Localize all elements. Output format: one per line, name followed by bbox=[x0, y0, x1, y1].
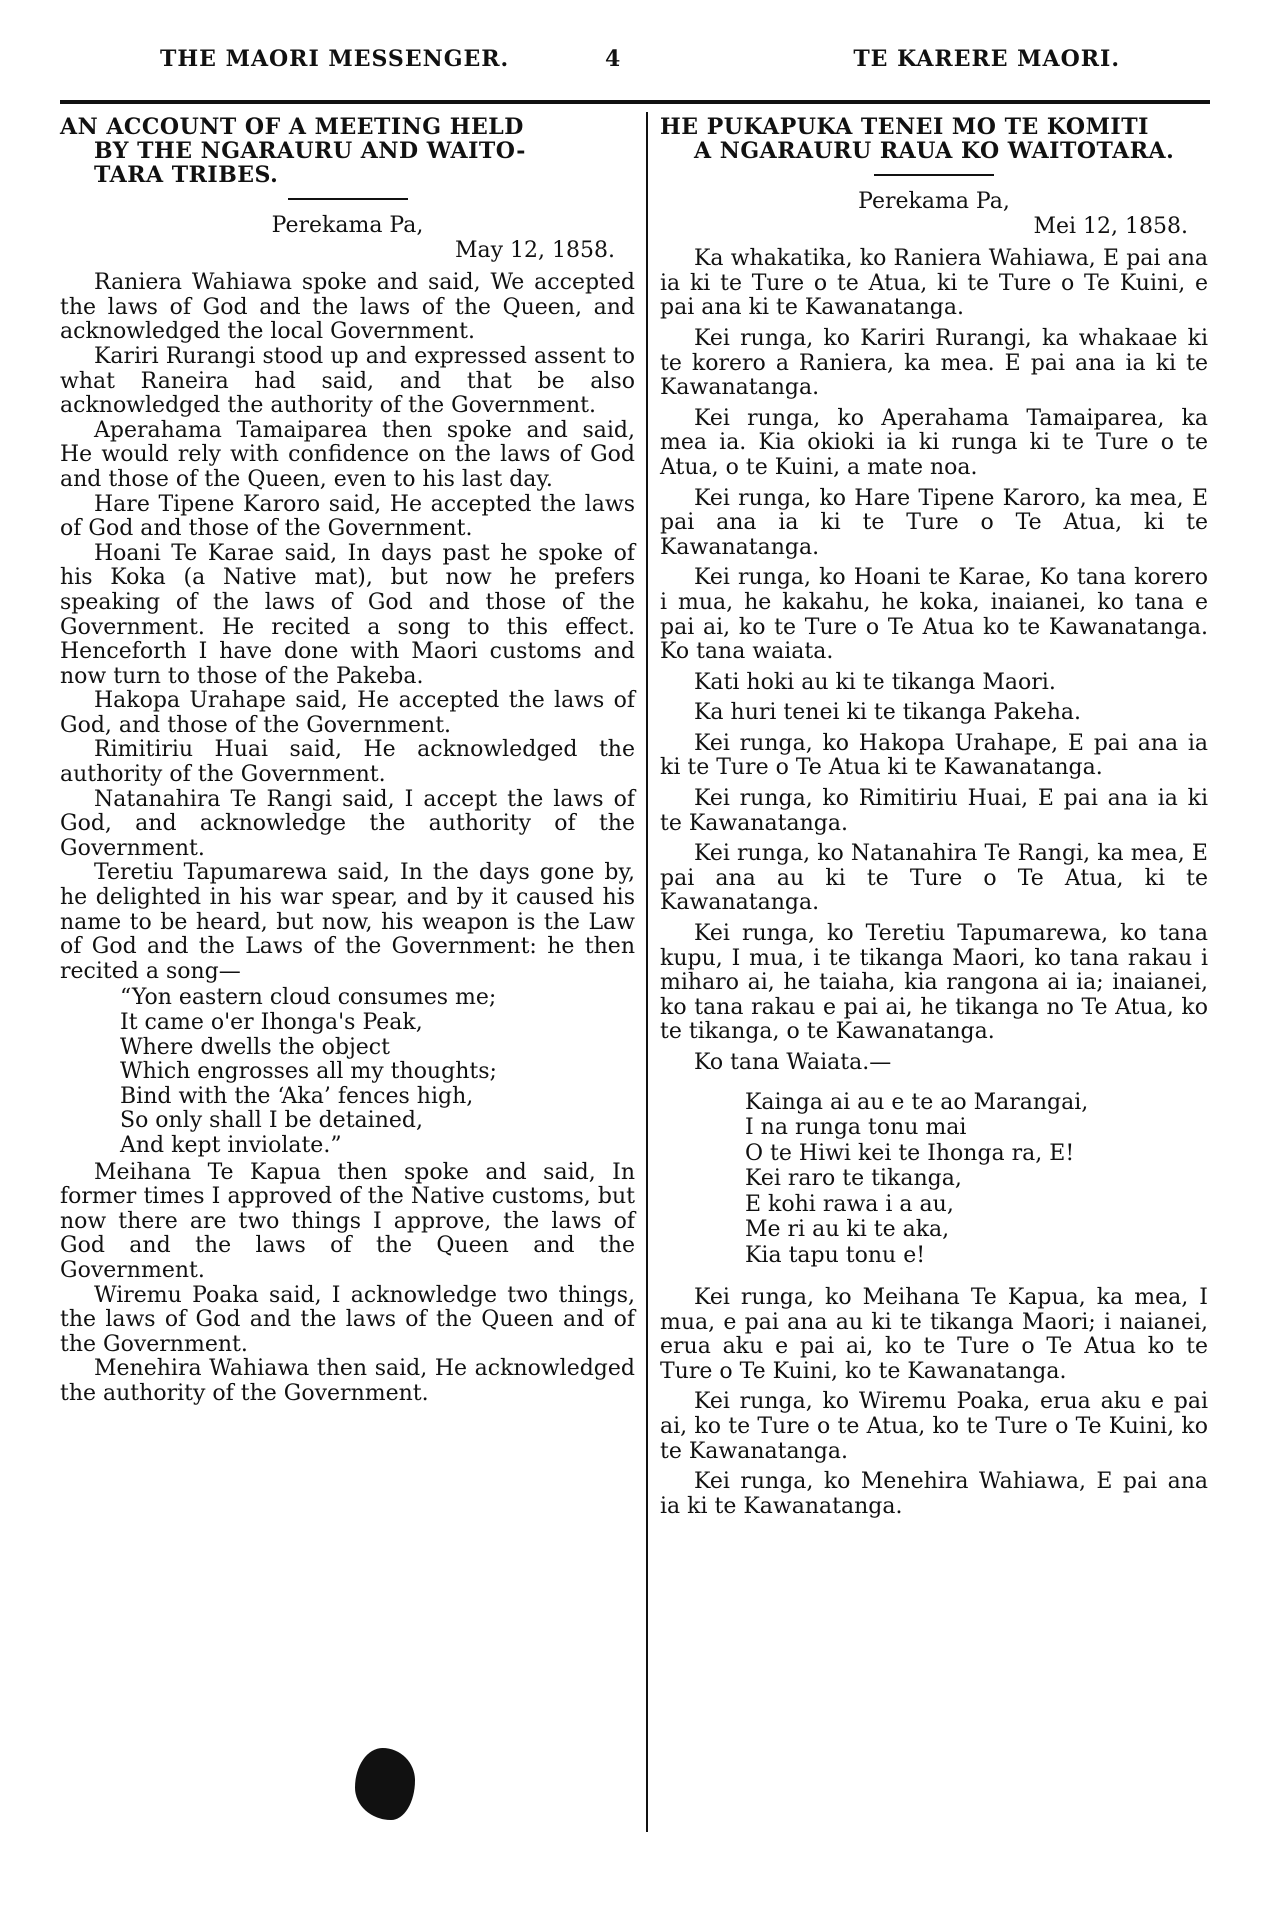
english-paragraph: Teretiu Tapumarewa said, In the days gone by, he delighted in his war spear, and by it caused his name to be heard, but now, his weapon is the Law of God and the Laws of the Government: he then recited a song— bbox=[60, 860, 635, 984]
maori-column bbox=[660, 115, 1208, 1525]
english-paragraph: Hakopa Urahape said, He accepted the laws of God, and those of the Government. bbox=[60, 688, 635, 738]
english-paragraph: Raniera Wahiawa spoke and said, We accepted the laws of God and the laws of the Queen, and acknowledged the local Government. bbox=[60, 270, 635, 345]
song-line: “Yon eastern cloud consumes me; bbox=[120, 985, 497, 1011]
song-line: Where dwells the object bbox=[120, 1034, 390, 1060]
maori-paragraph: Kei runga, ko Kariri Rurangi, ka whakaae ki te korero a Raniera, ka mea. E pai ana ia ki te Kawanatanga. bbox=[660, 325, 1208, 401]
maori-paragraph: Kati hoki au ki te tikanga Maori. bbox=[694, 669, 1056, 695]
masthead-rule bbox=[60, 100, 1210, 104]
maori-paragraph: Kei runga, ko Wiremu Poaka, erua aku e pai ai, ko te Ture o te Atua, ko te Ture o Te Kuini, ko te Kawanatanga. bbox=[660, 1389, 1208, 1464]
heading-rule bbox=[874, 174, 994, 176]
english-paragraph: Hare Tipene Karoro said, He accepted the laws of God and those of the Government. bbox=[60, 491, 635, 542]
maori-date: Mei 12, 1858. bbox=[1033, 213, 1188, 239]
english-paragraph: Rimitiriu Huai said, He acknowledged the authority of the Government. bbox=[60, 737, 635, 788]
maori-paragraph: Kei runga, ko Hakopa Urahape, E pai ana ia ki te Ture o Te Atua ki te Kawanatanga. bbox=[660, 730, 1208, 781]
english-paragraph: Kariri Rurangi stood up and expressed assent to what Raneira had said, and that be also acknowledged the authority of the Government. bbox=[60, 343, 635, 419]
masthead bbox=[70, 46, 1210, 86]
maori-paragraph: Ka whakatika, ko Raniera Wahiawa, E pai ana ia ki te Ture o te Atua, ki te Ture o Te Kuini, e pai ana ki te Kawanatanga. bbox=[660, 246, 1208, 321]
heading-rule bbox=[288, 198, 408, 200]
column-divider bbox=[646, 112, 648, 1832]
maori-paragraph: Kei runga, ko Rimitiriu Huai, E pai ana ia ki te Kawanatanga. bbox=[660, 786, 1208, 836]
ink-blot bbox=[355, 1748, 415, 1820]
english-place: Perekama Pa, bbox=[271, 213, 424, 238]
song-line: Which engrosses all my thoughts; bbox=[120, 1059, 497, 1085]
english-heading-line: AN ACCOUNT OF A MEETING HELD bbox=[60, 114, 524, 140]
english-heading-line: TARA TRIBES. bbox=[94, 162, 279, 188]
maori-heading-line: HE PUKAPUKA TENEI MO TE KOMITI bbox=[660, 114, 1149, 140]
maori-paragraph: Kei runga, ko Hoani te Karae, Ko tana korero i mua, he kakahu, he koka, inaianei, ko tana e pai ai, ko te Ture o Te Atua ko te Kawanatanga. Ko tana waiata. bbox=[660, 565, 1208, 665]
song-line: I na runga tonu mai bbox=[745, 1115, 967, 1141]
english-column bbox=[60, 115, 635, 1407]
maori-paragraph: Kei runga, ko Hare Tipene Karoro, ka mea, E pai ana ia ki te Ture o Te Atua, ki te Kawanatanga. bbox=[660, 485, 1208, 560]
english-paragraph: Hoani Te Karae said, In days past he spoke of his Koka (a Native mat), but now he prefers speaking of the laws of God and those of the Government. He recited a song to this effect. Henceforth I have done with Maori customs and now turn to those of the Pakeba. bbox=[60, 540, 635, 689]
english-heading bbox=[60, 115, 635, 187]
english-paragraph: Menehira Wahiawa then said, He acknowledged the authority of the Government. bbox=[60, 1356, 635, 1406]
english-paragraph: Meihana Te Kapua then spoke and said, In former times I approved of the Native customs, but now there are two things I approve, the laws of God and the laws of the Queen and the Government. bbox=[60, 1159, 635, 1283]
page-number: 4 bbox=[605, 46, 622, 72]
english-paragraph: Natanahira Te Rangi said, I accept the laws of God, and acknowledge the authority of the Government. bbox=[60, 786, 635, 861]
maori-paragraph: Kei runga, ko Teretiu Tapumarewa, ko tana kupu, I mua, i te tikanga Maori, ko tana rakau i miharo ai, he taiaha, kia rangona ai ia; inaianei, ko tana rakau e pai ai, he tikanga no Te Atua, ko te tikanga, o te Kawanatanga. bbox=[660, 921, 1208, 1045]
maori-paragraph: Ka huri tenei ki te tikanga Pakeha. bbox=[694, 700, 1081, 726]
maori-paragraph: Kei runga, ko Menehira Wahiawa, E pai ana ia ki te Kawanatanga. bbox=[660, 1469, 1208, 1519]
maori-heading-line: A NGARAURU RAUA KO WAITOTARA. bbox=[694, 138, 1175, 164]
maori-paragraph: Kei runga, ko Aperahama Tamaiparea, ka mea ia. Kia okioki ia ki runga ki te Ture o te Atua, o te Kuini, a mate noa. bbox=[660, 405, 1208, 480]
song-line: Me ri au ki te aka, bbox=[745, 1217, 950, 1243]
english-song bbox=[60, 986, 635, 1158]
english-paragraph: Aperahama Tamaiparea then spoke and said, He would rely with confidence on the laws of God and those of the Queen, even to his last day. bbox=[60, 417, 635, 492]
song-line: Bind with the ‘Aka’ fences high, bbox=[120, 1083, 474, 1109]
english-heading-line: BY THE NGARAURU AND WAITO- bbox=[94, 138, 526, 164]
song-line: Kainga ai au e te ao Marangai, bbox=[745, 1089, 1089, 1115]
masthead-title-english: THE MAORI MESSENGER. bbox=[160, 46, 510, 72]
song-line: O te Hiwi kei te Ihonga ra, E! bbox=[745, 1140, 1075, 1166]
maori-heading bbox=[660, 115, 1208, 163]
song-line: So only shall I be detained, bbox=[120, 1108, 423, 1134]
maori-paragraph: Ko tana Waiata.— bbox=[694, 1050, 892, 1075]
masthead-title-maori: TE KARERE MAORI. bbox=[853, 46, 1120, 72]
english-paragraph: Wiremu Poaka said, I acknowledge two things, the laws of God and the laws of the Queen and of the Government. bbox=[60, 1282, 635, 1357]
maori-paragraph: Kei runga, ko Natanahira Te Rangi, ka mea, E pai ana au ki te Ture o Te Atua, ki te Kawanatanga. bbox=[660, 841, 1208, 916]
maori-paragraph: Kei runga, ko Meihana Te Kapua, ka mea, I mua, e pai ana au ki te tikanga Maori; i naianei, erua aku e pai ai, ko te Ture o Te Atua ko te Ture o Te Kuini, ko te Kawanatanga. bbox=[660, 1285, 1208, 1384]
song-line: Kia tapu tonu e! bbox=[745, 1242, 926, 1268]
song-line: And kept inviolate.” bbox=[120, 1132, 342, 1158]
song-line: E kohi rawa i a au, bbox=[745, 1191, 954, 1217]
maori-place: Perekama Pa, bbox=[858, 189, 1010, 214]
english-date: May 12, 1858. bbox=[454, 237, 615, 263]
song-line: Kei raro te tikanga, bbox=[745, 1166, 962, 1192]
song-line: It came o'er Ihonga's Peak, bbox=[120, 1010, 423, 1035]
maori-song bbox=[660, 1090, 1208, 1269]
